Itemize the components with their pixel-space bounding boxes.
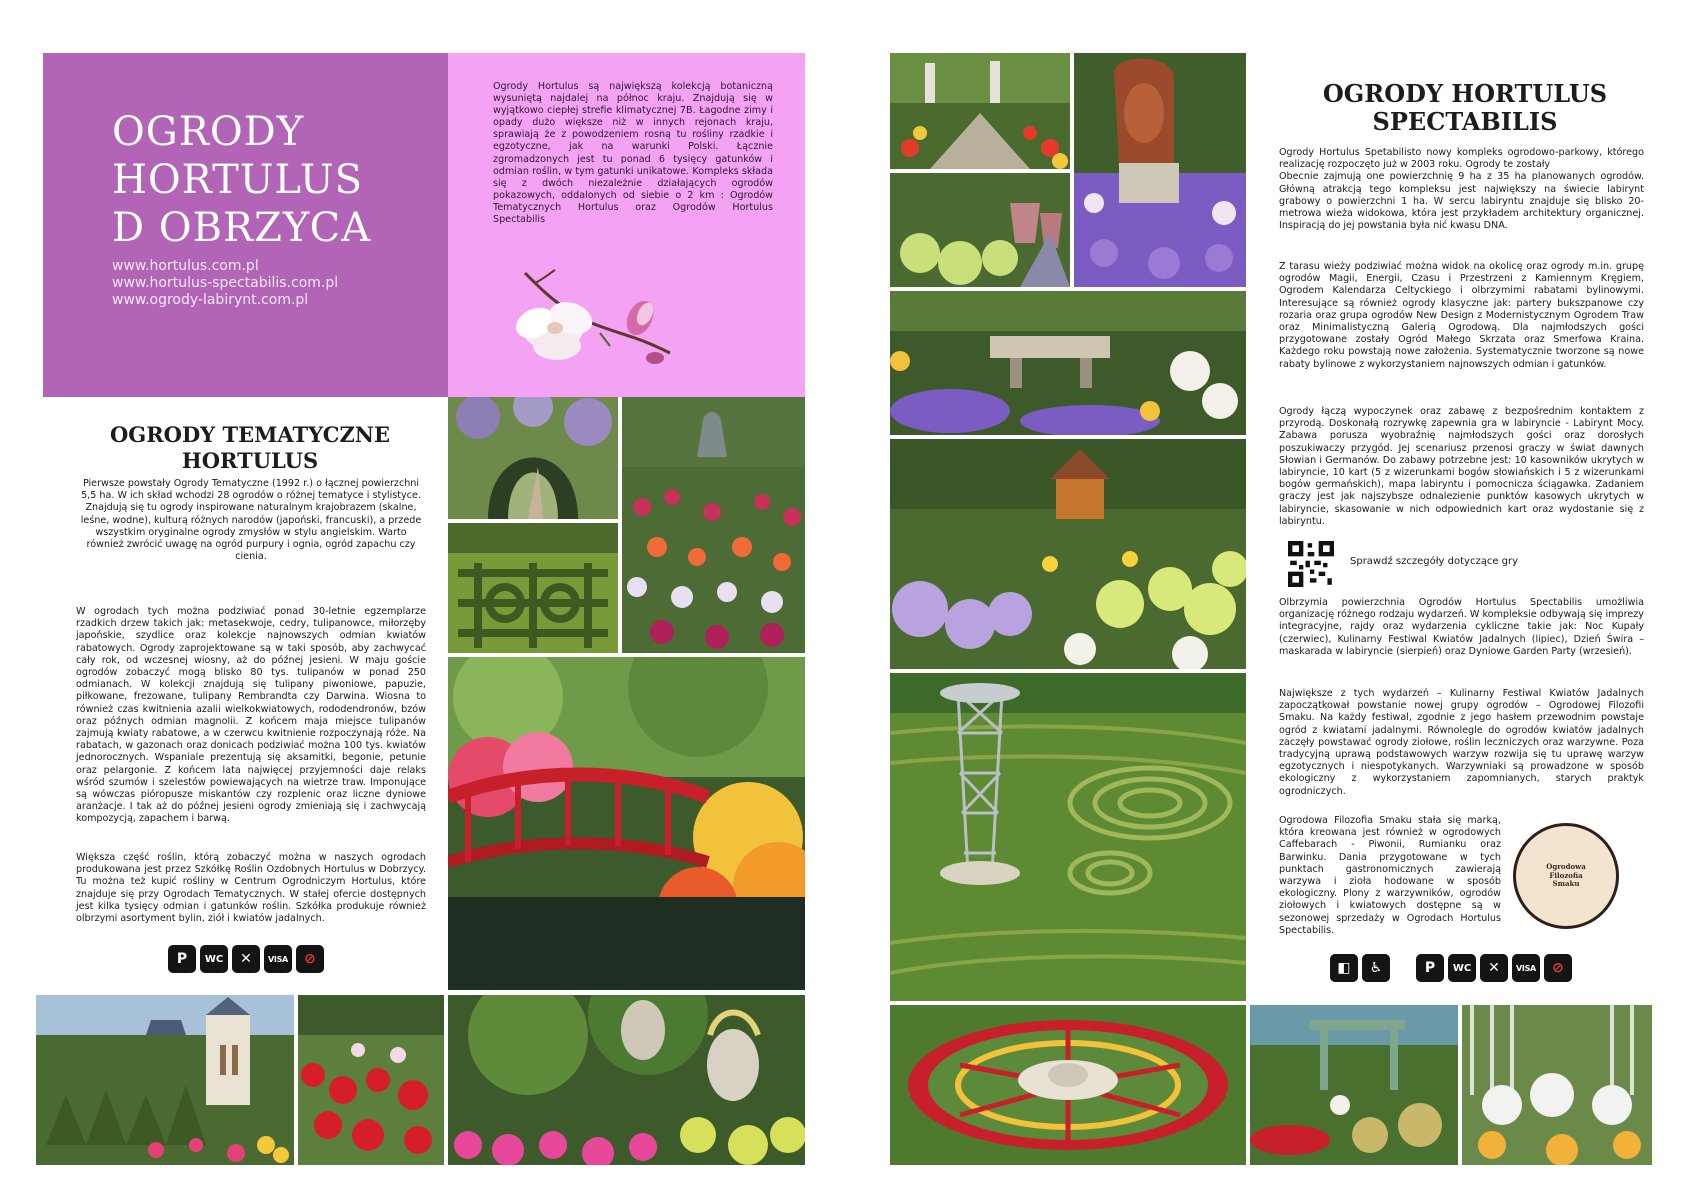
no-dogs-icon: ⊘ — [1544, 954, 1572, 982]
parking-icon: P — [1416, 954, 1444, 982]
visa-card-icon: VISA — [264, 945, 292, 973]
paragraph-line: Obecnie zajmują one powierzchnię 9 ha z 35 ha planowanych ogrodów. Główną atrakcją tego kompleksu jest największy na świecie labirynt grabowy o powierzchni 1 ha. W sercu labiryntu znajduje się blisko 20-metrowa wieża widokowa, która jest przykładem architektury organicznej. Inspiracją do jej powstania była nić kwasu DNA. — [1279, 171, 1644, 232]
spectabilis-paragraph: Olbrzymia powierzchnia Ogrodów Hortulus Spectabilis umożliwia organizację różnego rodzaju wydarzeń. W kompleksie odbywają się imprezy integracyjne, rajdy oraz wydarzenia cykliczne takie jak: Noc Kupały (czerwiec), Kulinarny Festiwal Kwiatów Jadalnych (lipiec), Dzień Świra – maskarada w labiryncie (sierpień) oraz Dyniowe Garden Party (wrzesień). — [1279, 597, 1644, 657]
wooden-hut-garden-photo — [890, 439, 1246, 669]
website-link[interactable]: www.hortulus.com.pl — [112, 258, 259, 274]
amenities-icons — [1330, 954, 1572, 982]
filozofia-smaku-badge — [1513, 823, 1619, 929]
maze-tower-photo — [890, 673, 1246, 1001]
restaurant-icon: ✕ — [232, 945, 260, 973]
website-link[interactable]: www.ogrody-labirynt.com.pl — [112, 292, 309, 308]
title-line: D OBRZYCA — [112, 205, 372, 251]
hydrangea-urns-photo — [890, 173, 1070, 287]
wc-icon: WC — [200, 945, 228, 973]
wisteria-tunnel-photo — [448, 397, 618, 519]
themed-paragraph: W ogrodach tych można podziwiać ponad 30-letnie egzemplarze rzadkich drzew takich jak: metasekwoje, cedry, tulipanowce, miłorzęby japońskie, szydlice oraz kolekcje najnowszych odmian kwiatów rabatowych. Ogrody zaprojektowane są w taki sposób, aby zachwycać cały rok, od wczesnej wiosny, aż do późnej jesieni. W maju goście ogrodów zobaczyć mogą blisko 80 tys. tulipanów w ponad 250 odmianach. W kolekcji znajdują się tulipany piwoniowe, papuzie, piłkowane, frezowane, tulipany Rembrandta czy Darwina. Wiosna to również czas kwitnienia azalii wielkokwiatowych, rododendronów, bzów oraz późnych odmian magnolii. Z końcem maja miejsce tulipanów zajmują kwiaty rabatowe, a w czerwcu kwitnienie rozpoczynają róże. Na rabatach, w gazonach oraz donicach podziwiać można 100 tys. kwiatów jednorocznych. Wspaniale prezentują się aksamitki, begonie, petunie oraz pelargonie. Z końcem lata najwięcej przyjemności daje relaks wśród szumów i szelestów powiewających na wietrze traw. Imponujące są wówczas pióropusze miskantów czy rozplenic oraz liczne dyniowe aranżacje. I tak aż do późnej jesieni ogrody zmieniają się i zachwycają kompozycją, zapachem i barwą. — [76, 606, 426, 825]
badge-line: Ogrodowa — [1546, 862, 1586, 872]
amenities-icons — [168, 945, 324, 973]
website-link[interactable]: www.hortulus-spectabilis.com.pl — [112, 275, 339, 291]
parking-icon: P — [168, 945, 196, 973]
spectabilis-paragraph: Z tarasu wieży podziwiać można widok na okolicę oraz ogrody m.in. grupę ogrodów Magii, Energii, Czasu i Przestrzeni z Kamiennym Kręgiem, Ogrodem Kalendarza Celtyckiego i olbrzymimi rabatami bylinowymi. Interesujące są również ogrody klasyczne jak: partery bukszpanowe czy rozaria oraz grupa ogrodów New Design z Modernistycznym Ogrodem Traw oraz Minimalistyczną Galerią Ogrodową. Dla najmłodszych gości przygotowane zostały Ogród Małego Skrzata oraz Smerfowa Kraina. Każdego roku powstają nowe założenia. Systematycznie tworzone są nowe rabaty bylinowe z wykorzystaniem najnowszych odmian i gatunków. — [1279, 261, 1644, 370]
white-hydrangea-photo — [1462, 1005, 1652, 1165]
wc-icon: WC — [1448, 954, 1476, 982]
spectabilis-paragraph: Ogrodowa Filozofia Smaku stała się marką, która kreowana jest również w ogrodowych Caffebarach - Piwonii, Rumianku oraz Barwinku. Dania przygotowane w tych punktach gastronomicznych zawierają warzywa i zioła hodowane w sposób ekologiczny. Plony z warzywników, ogrodów ziołowych i kwiatowych dostępne są w sezonowej sprzedaży w Ogrodach Hortulus Spectabilis. — [1279, 815, 1501, 936]
rust-head-sculpture-photo — [1074, 53, 1246, 287]
title-line: HORTULUS — [112, 157, 363, 203]
red-flower-beds-photo — [298, 995, 444, 1165]
title-line: OGRODY — [112, 109, 305, 155]
section-title: OGRODY HORTULUS SPECTABILIS — [1322, 79, 1608, 136]
no-dogs-icon: ⊘ — [296, 945, 324, 973]
page-title — [112, 108, 442, 252]
spectabilis-intro — [1279, 147, 1644, 232]
tulip-bed-photo — [622, 397, 805, 653]
spectabilis-paragraph: Największe z tych wydarzeń – Kulinarny Festiwal Kwiatów Jadalnych zapoczątkował powstanie nowej grupy ogrodów – Ogrodowej Filozofii Smaku. Na każdy festiwal, zgodnie z jego hasłem przewodnim powstaje ogród z kwiatami jadalnymi. Równolegle do ogrodów kwiatów jadalnych zaczęły powstawać ogrody ziołowe, roślin leczniczych oraz warzywne. Poza tradycyjną uprawą podstawowych warzyw rozwija się tu uprawę warzyw egzotycznych i niespotykanych. Warzywniaki są prowadzone w sposób ekologiczny z wykorzystaniem zapomnianych, starych praktyk ogrodniczych. — [1279, 688, 1644, 797]
stroller-icon: ◧ — [1330, 954, 1358, 982]
spectabilis-paragraph: Ogrody łączą wypoczynek oraz zabawę z bezpośrednim kontaktem z przyrodą. Doskonałą rozrywkę zapewnia gra w labiryncie - Labirynt Mocy. Zabawa porusza wyobraźnię najmłodszych gości oraz dorosłych poszukiwaczy przygód. Jej scenariusz przenosi graczy w świat dawnych Słowian i Germanów. Do zabawy potrzebne jest: 10 kasowników ukrytych w labiryncie, 10 kart (5 z wizerunkami bogów słowiańskich i 5 z wizerunkami bogów germańskich), mapa labiryntu i pomocnicza ściągawka. Zadaniem graczy jest jak najszybsze odnalezienie punktów kasowych ukrytych w labiryncie, skasowanie w nich odpowiednich kart oraz wydostanie się z labiryntu. — [1279, 406, 1644, 527]
badge-line: Filozofia — [1549, 870, 1583, 880]
visa-card-icon: VISA — [1512, 954, 1540, 982]
stone-table-garden-photo — [890, 291, 1246, 435]
section-title: OGRODY TEMATYCZNE HORTULUS — [109, 422, 390, 473]
pergola-garden-photo — [1250, 1005, 1458, 1165]
restaurant-icon: ✕ — [1480, 954, 1508, 982]
sculpture-heads-photo — [448, 995, 805, 1165]
garden-chapel-photo — [36, 995, 294, 1165]
website-links — [112, 258, 338, 309]
themed-lead-paragraph: Pierwsze powstały Ogrody Tematyczne (1992 r.) o łącznej powierzchni 5,5 ha. W ich skład wchodzi 28 ogrodów o różnej tematyce i stylistyce. Znajdują się tu ogrody inspirowane naturalnym krajobrazem (skalne, leśne, wodne), kulturą różnych narodów (japoński, francuski), a przede wszystkim oryginalne ogrody zmysłów w stylu angielskim. Warto również zwrócić uwagę na ogród purpury i ognia, ogród zapachu czy cienia. — [80, 478, 422, 563]
red-bridge-photo — [448, 657, 805, 990]
intro-paragraph: Ogrody Hortulus są największą kolekcją botaniczną wysuniętą najdalej na północ kraju. Znajdują się w wyjątkowo ciepłej strefie klimatycznej 7B. Łagodne zimy i opady dużo większe niż w innych rejonach kraju, sprawiają że z powodzeniem rosną tu rośliny rzadkie i egzotyczne, jak na warunki Polski. Łącznie zgromadzonych jest tu ponad 6 tysięcy gatunków i odmian roślin, w tym gatunki unikatowe. Kompleks składa się z dwóch niezależnie działających ogrodów pokazowych, oddalonych od siebie o 2 km : Ogrodów Tematycznych Hortulus oraz Ogrodów Hortulus Spectabilis — [493, 81, 773, 226]
badge-line: Smaku — [1552, 879, 1580, 889]
icon-spacer — [1394, 954, 1412, 982]
fountain-parterre-photo — [890, 1005, 1246, 1165]
boxwood-parterre-photo — [448, 523, 618, 653]
paragraph-line: Ogrody Hortulus Spetabilisto nowy kompleks ogrodowo-parkowy, którego realizację rozpoczęto już w 2003 roku. Ogrody te zostały — [1279, 147, 1644, 171]
themed-paragraph: Większa część roślin, którą zobaczyć można w naszych ogrodach produkowana jest przez Szkółkę Roślin Ozdobnych Hortulus w Dobrzycy. Tu można też kupić rośliny w Centrum Ogrodniczym Hortulus, które znajduje się przy Ogrodach Tematycznych. W stałej ofercie dostępnych jest kilka tysięcy odmian i gatunków roślin. Szkółka produkuje również olbrzymi asortyment bylin, ziół i kwiatów jadalnych. — [76, 852, 426, 925]
statues-garden-photo — [890, 53, 1070, 169]
wheelchair-icon: ♿ — [1362, 954, 1390, 982]
qr-caption: Sprawdź szczegóły dotyczące gry — [1350, 556, 1519, 567]
qr-code-icon[interactable] — [1288, 541, 1334, 587]
magnolia-flower-image — [505, 268, 675, 378]
